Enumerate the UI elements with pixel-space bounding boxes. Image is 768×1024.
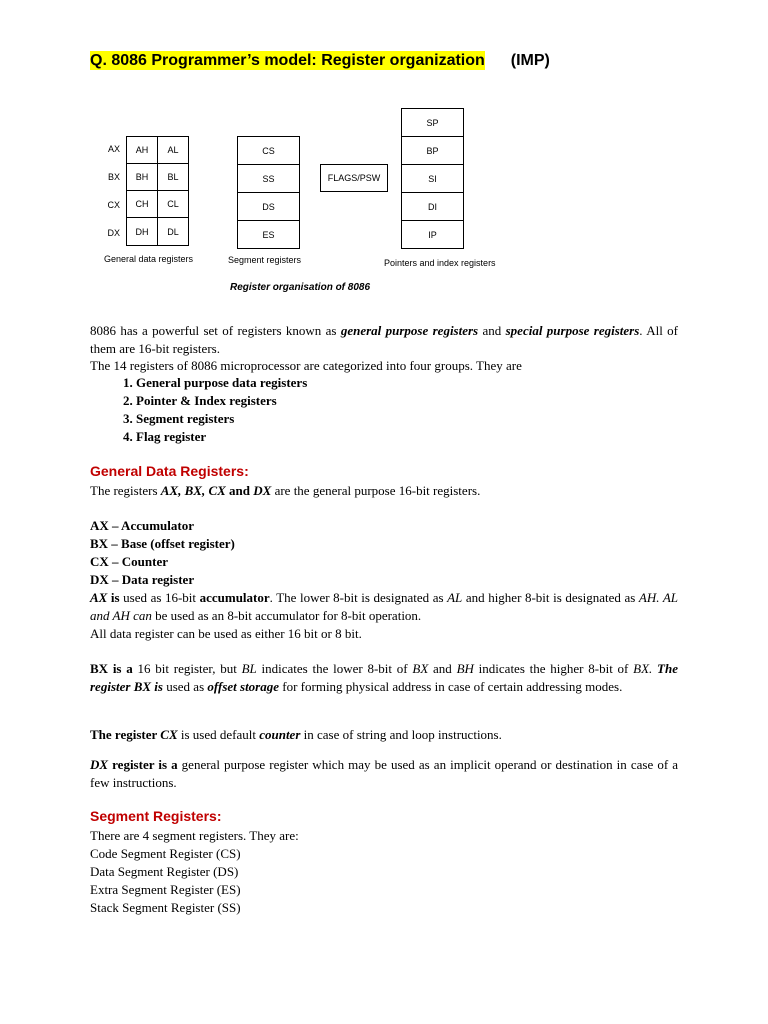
ax-paragraph: AX is used as 16-bit accumulator. The lower 8-bit is designated as AL and higher 8-bit is designated as AH. AL and AH can be used as an 8-bit accumulator for 8-bit operation. [90, 590, 678, 623]
intro-paragraph: 8086 has a powerful set of registers known as general purpose registers and special purpose registers. All of them are 16-bit registers. [90, 323, 678, 356]
cell-si: SI [401, 164, 464, 193]
label-bx: BX [107, 172, 120, 182]
cell-ss: SS [237, 164, 300, 193]
def-cx: CX – Counter [90, 554, 168, 569]
cell-flags: FLAGS/PSW [320, 164, 388, 192]
list-item: 2. Pointer & Index registers [136, 392, 307, 410]
def-bx: BX – Base (offset register) [90, 536, 235, 551]
intro-groups-line: The 14 registers of 8086 microprocessor are categorized into four groups. They are [90, 358, 522, 373]
cell-sp: SP [401, 108, 464, 137]
cell-cl: CL [157, 190, 189, 218]
list-item: 3. Segment registers [136, 410, 307, 428]
cell-dl: DL [157, 217, 189, 246]
seg-item-ss: Stack Segment Register (SS) [90, 900, 241, 915]
cell-ip: IP [401, 220, 464, 249]
section-title-general: General Data Registers: [90, 463, 249, 479]
register-diagram [0, 100, 768, 310]
list-item: 1. General purpose data registers [136, 374, 307, 392]
bx-paragraph: BX is a 16 bit register, but BL indicates the lower 8-bit of BX and BH indicates the higher 8-bit of BX. The register BX is used as offset storage for forming physical address in case of certain addressing modes. [90, 661, 678, 694]
cell-ah: AH [126, 136, 158, 164]
cell-bl: BL [157, 163, 189, 191]
cell-ch: CH [126, 190, 158, 218]
caption-segment: Segment registers [228, 255, 302, 265]
page-heading [90, 52, 550, 70]
cell-cs: CS [237, 136, 300, 165]
section-title-segment: Segment Registers: [90, 808, 222, 824]
label-cx: CX [107, 200, 120, 210]
dx-paragraph: DX register is a general purpose register which may be used as an implicit operand or destination in case of a few instructions. [90, 757, 678, 790]
heading-tag: (IMP) [510, 52, 550, 69]
diagram-caption: Register organisation of 8086 [230, 282, 371, 293]
cell-bh: BH [126, 163, 158, 191]
cell-dh: DH [126, 217, 158, 246]
cx-paragraph: The register CX is used default counter in case of string and loop instructions. [90, 727, 502, 742]
seg-intro: There are 4 segment registers. They are: [90, 828, 299, 843]
cell-bp: BP [401, 136, 464, 165]
def-ax: AX – Accumulator [90, 518, 194, 533]
seg-item-cs: Code Segment Register (CS) [90, 846, 241, 861]
cell-es: ES [237, 220, 300, 249]
caption-pointer: Pointers and index registers [384, 258, 496, 268]
seg-item-es: Extra Segment Register (ES) [90, 882, 241, 897]
cell-ds: DS [237, 192, 300, 221]
cell-al: AL [157, 136, 189, 164]
heading-question: Q. 8086 Programmer’s model: Register organization [90, 52, 485, 69]
gdr-intro-line: The registers AX, BX, CX and DX are the general purpose 16-bit registers. [90, 483, 481, 498]
cell-di: DI [401, 192, 464, 221]
label-ax: AX [107, 144, 120, 154]
seg-item-ds: Data Segment Register (DS) [90, 864, 239, 879]
label-dx: DX [107, 228, 120, 238]
ax-note: All data register can be used as either 16 bit or 8 bit. [90, 626, 362, 641]
caption-general: General data registers [104, 254, 194, 264]
register-groups-list [90, 374, 307, 446]
def-dx: DX – Data register [90, 572, 195, 587]
list-item: 4. Flag register [136, 428, 307, 446]
